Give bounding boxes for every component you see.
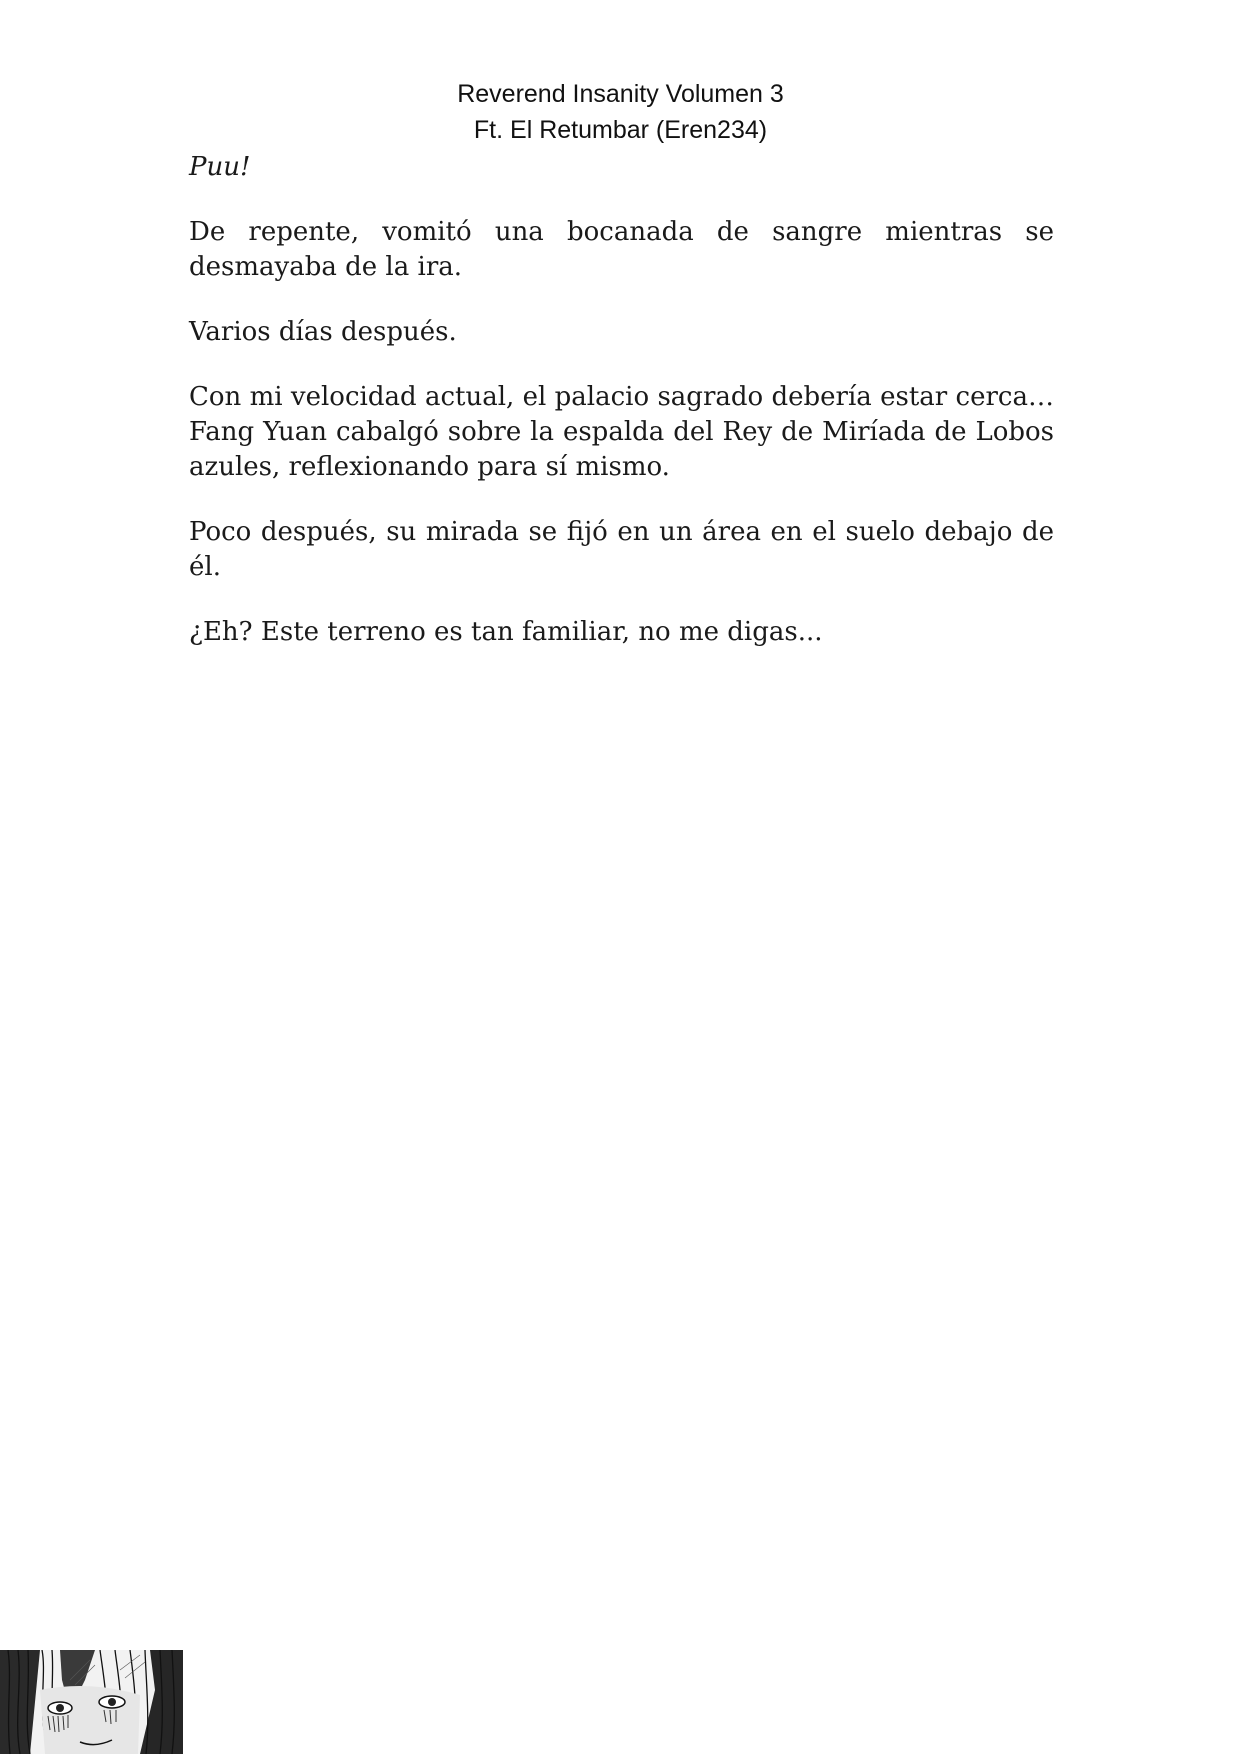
header-title: Reverend Insanity Volumen 3 [457,80,784,108]
footer-manga-illustration [0,1650,183,1754]
paragraph: Con mi velocidad actual, el palacio sagrado debería estar cerca… Fang Yuan cabalgó sobre la espalda del Rey de Miríada de Lobos azules, reflexionando para sí mismo. [189,382,1054,482]
paragraph: Poco después, su mirada se fijó en un área en el suelo debajo de él. [189,517,1054,582]
paragraph-exclamation: Puu! [189,152,251,182]
paragraph: ¿Eh? Este terreno es tan familiar, no me digas... [189,617,823,647]
header-subtitle: Ft. El Retumbar (Eren234) [473,116,768,144]
paragraph: De repente, vomitó una bocanada de sangre mientras se desmayaba de la ira. [189,217,1054,282]
page-header [0,76,1241,148]
paragraph: Varios días después. [189,317,457,347]
chapter-text [189,150,1054,680]
